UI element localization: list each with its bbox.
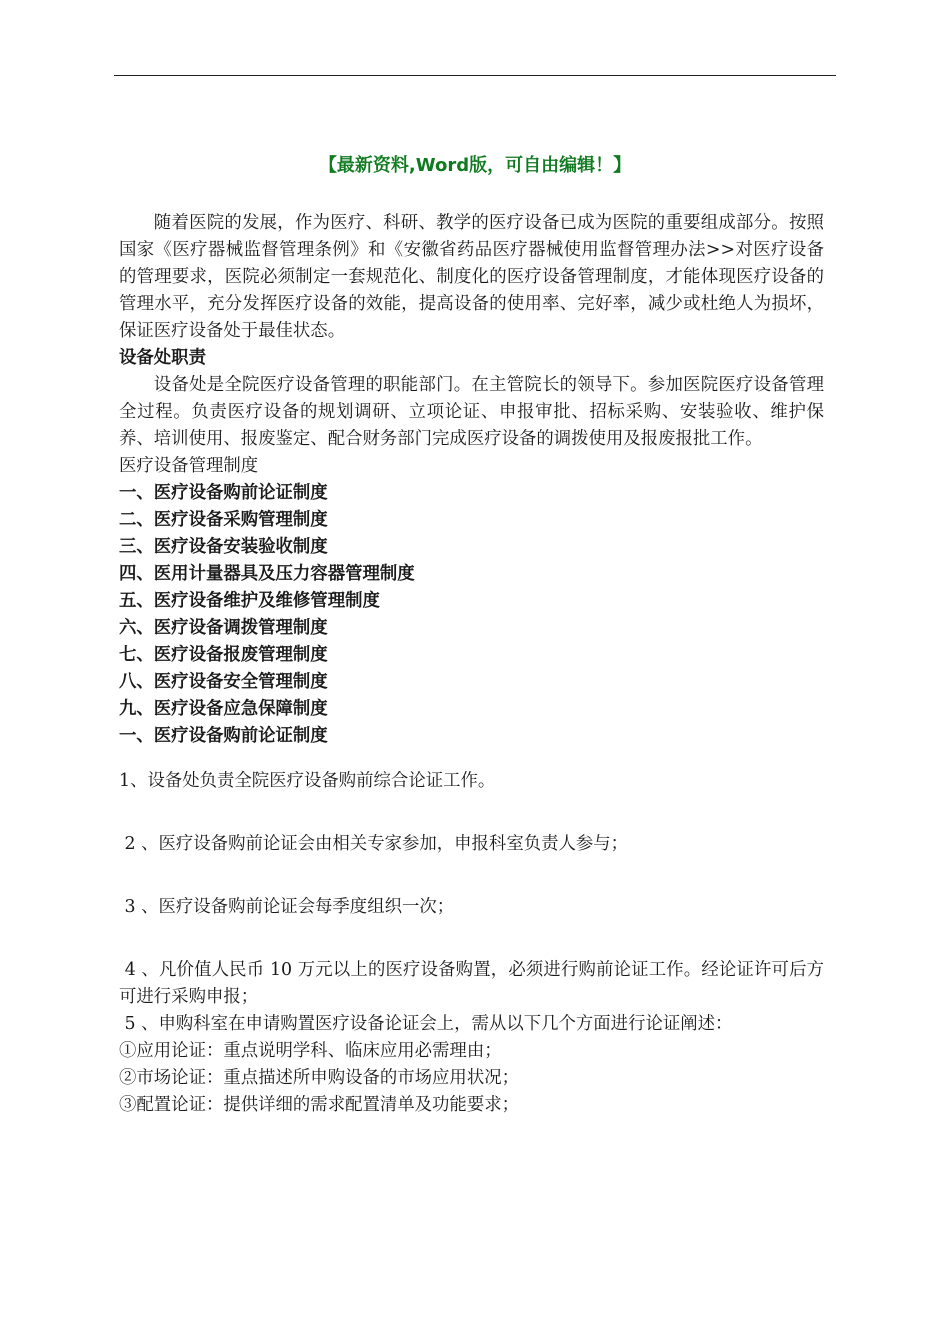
toc-item: 二、医疗设备采购管理制度 [119, 510, 328, 530]
list-item: 4 、凡价值人民币 10 万元以上的医疗设备购置，必须进行购前论证工作。经论证许可后方可进行采购申报； [119, 960, 825, 1007]
duty-paragraph: 设备处是全院医疗设备管理的职能部门。在主管院长的领导下。参加医院医疗设备管理全过程。负责医疗设备的规划调研、立项论证、申报审批、招标采购、安装验收、维护保养、培训使用、报废鉴定、配合财务部门完成医疗设备的调拨使用及报废报批工作。 [119, 375, 824, 449]
list-item: 5 、申购科室在申请购置医疗设备论证会上，需从以下几个方面进行论证阐述： [119, 1014, 733, 1034]
toc-item: 五、医疗设备维护及维修管理制度 [119, 591, 380, 611]
toc-item: 四、医用计量器具及压力容器管理制度 [119, 564, 415, 584]
toc-item: 九、医疗设备应急保障制度 [119, 699, 328, 719]
toc-item: 六、医疗设备调拨管理制度 [119, 618, 328, 638]
toc-item: 三、医疗设备安装验收制度 [119, 537, 328, 557]
toc-list [119, 480, 824, 723]
section-heading: 一、医疗设备购前论证制度 [119, 726, 328, 746]
sub-item: ①应用论证：重点说明学科、临床应用必需理由； [119, 1041, 502, 1061]
toc-item: 八、医疗设备安全管理制度 [119, 672, 328, 692]
sub-item-list [119, 1038, 824, 1119]
toc-item: 七、医疗设备报废管理制度 [119, 645, 328, 665]
document-body [119, 210, 824, 1119]
sub-item: ②市场论证：重点描述所申购设备的市场应用状况； [119, 1068, 519, 1088]
sub-item: ③配置论证：提供详细的需求配置清单及功能要求； [119, 1095, 519, 1115]
header-rule [114, 75, 836, 76]
list-item: 2 、医疗设备购前论证会由相关专家参加，申报科室负责人参与； [119, 834, 629, 854]
promo-banner: 【最新资料,Word版，可自由编辑！】 [318, 155, 632, 176]
list-item: 1、设备处负责全院医疗设备购前综合论证工作。 [119, 771, 496, 791]
list-item: 3 、医疗设备购前论证会每季度组织一次； [119, 897, 455, 917]
toc-item: 一、医疗设备购前论证制度 [119, 483, 328, 503]
system-title: 医疗设备管理制度 [119, 456, 259, 476]
intro-paragraph: 随着医院的发展，作为医疗、科研、教学的医疗设备已成为医院的重要组成部分。按照国家《医疗器械监督管理条例》和《安徽省药品医疗器械使用监督管理办法>>对医疗设备的管理要求，医院必须制定一套规范化、制度化的医疗设备管理制度，才能体现医疗设备的管理水平，充分发挥医疗设备的效能，提高设备的使用率、完好率，减少或杜绝人为损坏，保证医疗设备处于最佳状态。 [119, 213, 824, 341]
duty-heading: 设备处职责 [119, 348, 206, 368]
